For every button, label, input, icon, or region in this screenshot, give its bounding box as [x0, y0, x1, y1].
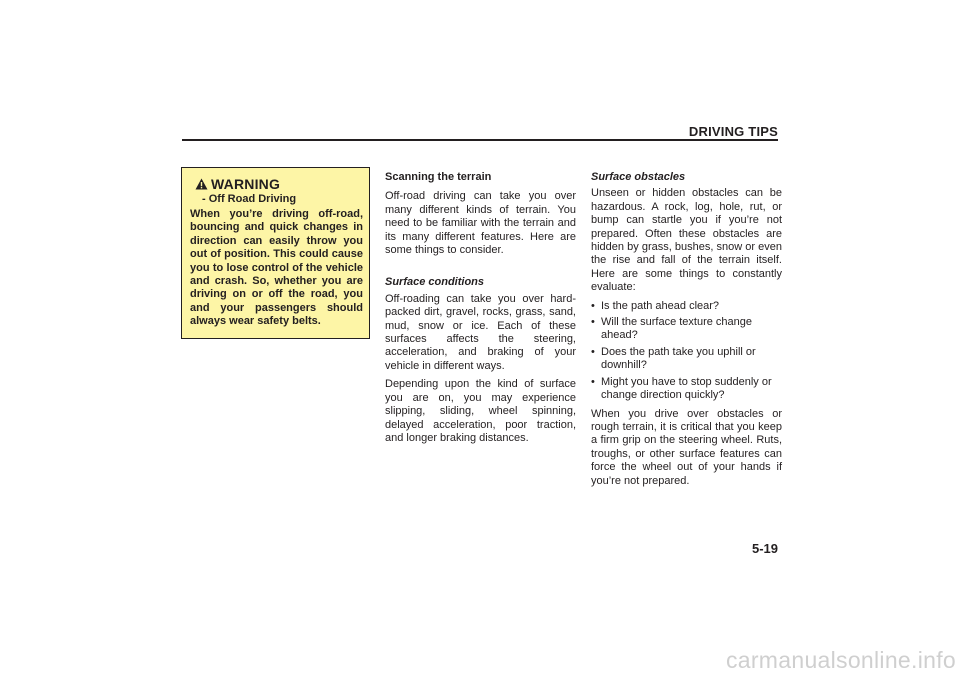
warning-header [195, 176, 363, 192]
paragraph-surface-effects: Depending upon the kind of surface you are on, you may experience slipping, sliding, wheel spinning, delayed acceleration, poor traction, and longer braking distances. [385, 378, 576, 444]
section-title: DRIVING TIPS [688, 124, 778, 139]
list-item: • Might you have to stop suddenly or change direction quickly? [591, 376, 782, 403]
paragraph-terrain-intro: Off-road driving can take you over many different kinds of terrain. You need to be familiar with the terrain and its many different features. Here are some things to consider. [385, 190, 576, 257]
subheading-surface-obstacles: Surface obstacles [591, 171, 686, 183]
column-surface-obstacles [591, 171, 782, 493]
subheading-surface-conditions: Surface conditions [385, 276, 485, 289]
list-item: • Does the path take you uphill or downhill? [591, 346, 782, 373]
list-item: • Is the path ahead clear? [591, 300, 782, 313]
column-scanning-terrain [385, 171, 576, 450]
page-number: 5-19 [751, 541, 778, 556]
warning-subtitle: - Off Road Driving [202, 193, 297, 205]
list-item: • Will the surface texture change ahead? [591, 316, 782, 343]
header-rule [182, 139, 778, 141]
warning-box [181, 167, 370, 339]
warning-title: WARNING [211, 176, 281, 192]
warning-text: When you’re driving off-road, bouncing and quick changes in direction can easily throw you out of position. This could cause you to lose control of the vehicle and crash. So, whether you are driving on or off the road, you and your passengers should always wear safety belts. [190, 208, 363, 328]
warning-triangle-icon [195, 178, 208, 190]
paragraph-surface-types: Off-roading can take you over hard-packed dirt, gravel, rocks, grass, sand, mud, snow or ice. Each of these surfaces affects the steering, acceleration, and braking of your vehicle in different ways. [385, 292, 576, 372]
evaluation-list [591, 300, 782, 403]
paragraph-steering-grip: When you drive over obstacles or rough terrain, it is critical that you keep a firm grip on the steering wheel. Ruts, troughs, or other surface features can force the wheel out of your hands if you’re not prepared. [591, 407, 782, 487]
paragraph-obstacles-intro: Unseen or hidden obstacles can be hazardous. A rock, log, hole, rut, or bump can startle you if you’re not prepared. Often these obstacles are hidden by grass, bushes, snow or even the rise and fall of the terrain itself. Here are some things to constantly evaluate: [591, 187, 782, 294]
watermark: carmanualsonline.info [725, 647, 956, 673]
heading-scanning-terrain: Scanning the terrain [385, 171, 492, 183]
